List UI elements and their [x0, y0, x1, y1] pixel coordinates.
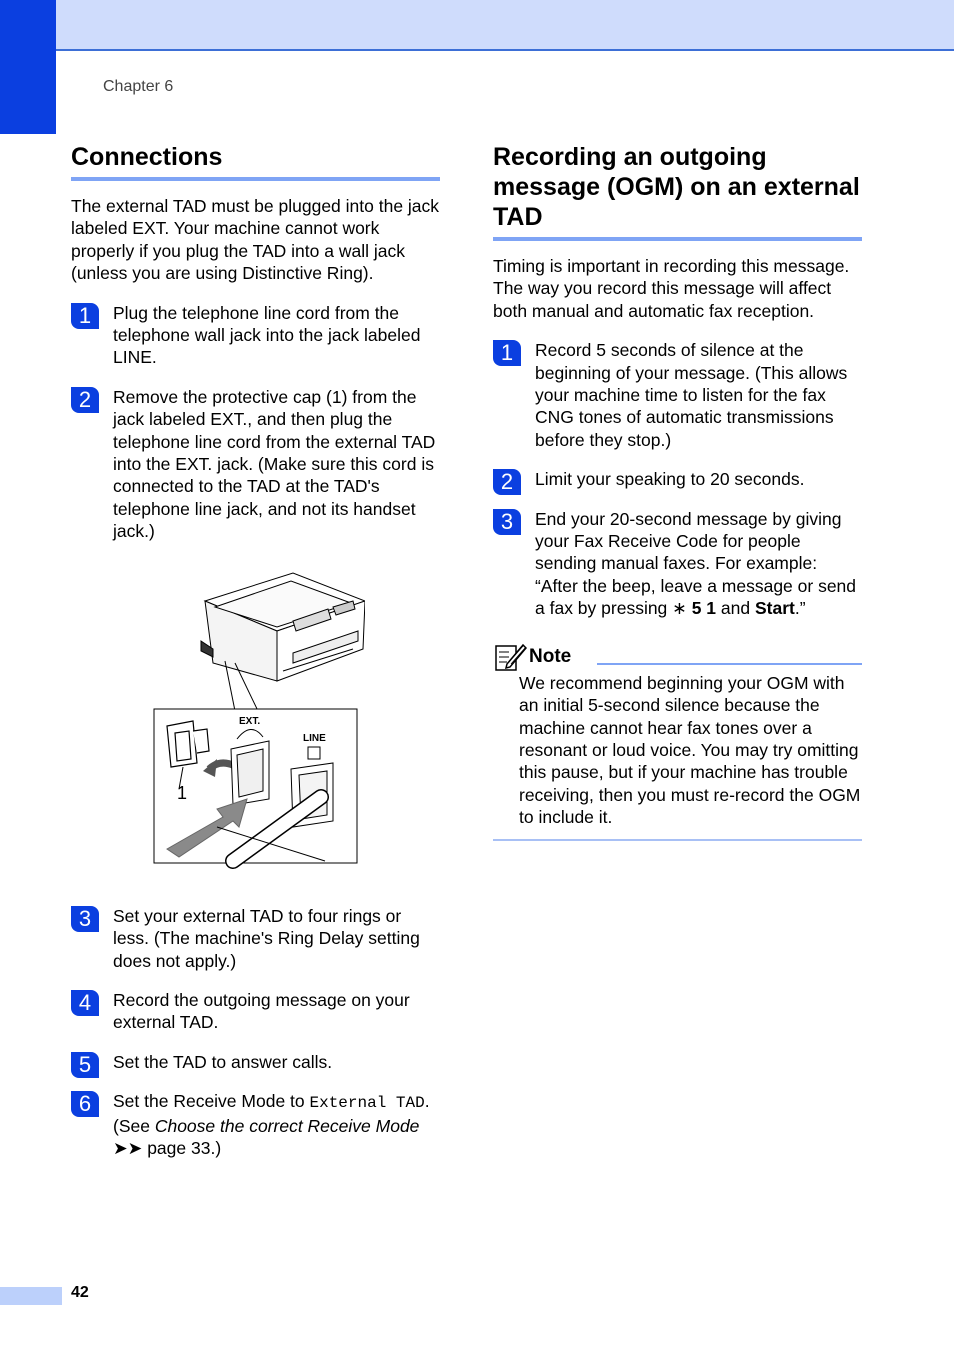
- recording-intro: Timing is important in recording this message. The way you record this message will affect both manual and automatic fax reception.: [493, 256, 850, 321]
- step3-and: and: [716, 598, 755, 619]
- page-number: 42: [71, 1284, 89, 1301]
- right-column: [493, 142, 862, 841]
- cross-reference-link[interactable]: Choose the correct Receive Mode: [154, 1115, 420, 1136]
- step-text: [535, 508, 862, 620]
- step-number: 1: [71, 303, 99, 329]
- start-key-label: Start: [754, 598, 795, 619]
- step-item: [71, 989, 440, 1034]
- step-item: [71, 302, 440, 369]
- step-number: 1: [493, 340, 521, 366]
- left-column: [71, 142, 440, 1159]
- step-item: [493, 468, 862, 495]
- step-item: [71, 1090, 440, 1159]
- note-box: [493, 642, 862, 841]
- connections-heading: Connections: [71, 142, 440, 181]
- step-number: 4: [71, 990, 99, 1016]
- step6-pre: Set the Receive Mode to: [113, 1091, 310, 1112]
- footer-bar: [0, 1287, 62, 1305]
- step-number: 3: [71, 906, 99, 932]
- callout-number: 1: [177, 782, 188, 803]
- star-key-icon: ∗: [672, 598, 687, 619]
- step3-end: .”: [794, 598, 806, 619]
- connections-intro: The external TAD must be plugged into the jack labeled EXT. Your machine cannot work properly if you plug the TAD into a wall jack (unless you are using Distinctive Ring).: [71, 196, 440, 284]
- step-text: Record the outgoing message on your external TAD.: [113, 989, 410, 1033]
- step-item: [71, 386, 440, 543]
- note-title: Note: [529, 645, 572, 667]
- step6-post: page 33.): [147, 1137, 222, 1158]
- step-text: Remove the protective cap (1) from the jack labeled EXT., and then plug the telephone line cord from the external TAD into the EXT. jack. (Make sure this cord is connected to the TAD at the TAD's telephone line jack, and not its handset jack.): [113, 386, 436, 542]
- step-number: 3: [493, 509, 521, 535]
- step-text: Limit your speaking to 20 seconds.: [535, 469, 805, 490]
- step-text: Record 5 seconds of silence at the beginning of your message. (This allows your machine time to listen for the fax CNG tones of automatic transmissions before they stop.): [535, 340, 848, 450]
- note-header: [493, 642, 862, 672]
- fax-machine-diagram: [153, 571, 365, 871]
- note-divider: [597, 663, 862, 665]
- connection-illustration: [153, 571, 365, 871]
- recording-ogm-heading: Recording an outgoing message (OGM) on an external TAD: [493, 142, 862, 241]
- fax-receive-code: 5 1: [686, 598, 717, 619]
- step-number: 2: [71, 387, 99, 413]
- step-number: 2: [493, 469, 521, 495]
- note-text: We recommend beginning your OGM with an initial 5-second silence because the machine cannot hear fax tones over a resonant or loud voice. You may try omitting this pause, but if your machine has trouble receiving, then you must re-record the OGM to include it.: [519, 672, 861, 828]
- step-text: [113, 1090, 440, 1159]
- step-item: [71, 905, 440, 972]
- step-item: [493, 508, 862, 620]
- header-bar: [0, 0, 954, 51]
- receive-mode-value: External TAD: [309, 1094, 425, 1113]
- note-bottom-rule: [493, 839, 862, 841]
- step-text: Set the TAD to answer calls.: [113, 1051, 333, 1072]
- step3-pre: End your 20-second message by giving your Fax Receive Code for people sending manual faxes. For example: “After the beep, leave a message or send a fax by pressing: [535, 508, 857, 619]
- chapter-label: Chapter 6: [103, 78, 174, 95]
- step6-mid: . (See: [113, 1091, 430, 1136]
- step-item: [493, 339, 862, 451]
- ext-label: EXT.: [239, 715, 261, 727]
- step-text: Set your external TAD to four rings or less. (The machine's Ring Delay setting does not apply.): [113, 905, 420, 971]
- step-item: [71, 1051, 440, 1077]
- pencil-note-icon: [495, 642, 527, 672]
- step-text: Plug the telephone line cord from the telephone wall jack into the jack labeled LINE.: [113, 302, 421, 368]
- line-label: LINE: [303, 732, 326, 744]
- double-arrow-icon: ➤➤: [113, 1137, 148, 1158]
- step-number: 6: [71, 1091, 99, 1117]
- step-number: 5: [71, 1052, 99, 1078]
- chapter-tab: [0, 0, 56, 134]
